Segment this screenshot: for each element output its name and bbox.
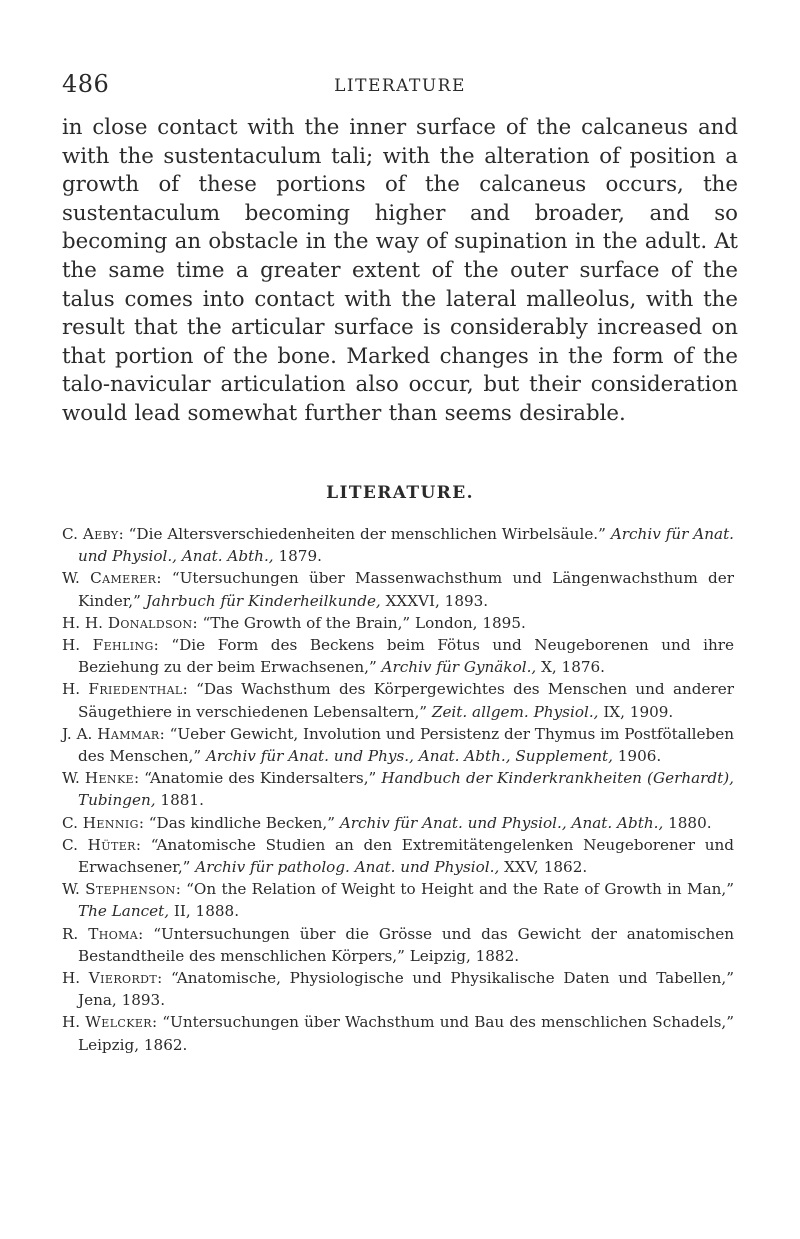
reference-author: Welcker (85, 1013, 152, 1032)
reference-author: Hüter (87, 835, 136, 854)
reference-initials: C. (62, 813, 78, 832)
reference-entry: R. Thoma: “Untersuchungen über die Grösse und das Gewicht der anatomischen Bestandtheile des menschlichen Körpers,” Leipzig, 1882. (62, 924, 735, 965)
reference-author: Thoma (88, 924, 139, 943)
reference-initials: J. A. (62, 724, 93, 743)
reference-details: Jena, 1893. (78, 991, 166, 1010)
reference-initials: C. (62, 525, 78, 543)
reference-author: Vierordt (88, 969, 158, 988)
reference-source: Archiv für Anat. und Physiol., Anat. Abth., (339, 813, 664, 832)
reference-entry: W. Henke: “Anatomie des Kindersalters,” Handbuch der Kinderkrankheiten (Gerhardt), Tubingen, 1881. (62, 769, 734, 810)
reference-initials: H. (62, 1013, 81, 1032)
reference-details: X, 1876. (541, 658, 606, 677)
reference-title: “Untersuchungen über die Grösse und das Gewicht der anatomischen Bestandtheile des menschlichen Körpers,” (78, 924, 735, 965)
reference-list (62, 523, 734, 1056)
reference-details: London, 1895. (415, 613, 526, 632)
section-title: LITERATURE. (326, 483, 474, 503)
reference-author: Henke (84, 769, 134, 788)
reference-initials: H. H. (62, 613, 103, 632)
page-header (62, 70, 738, 100)
reference-source: Zeit. allgem. Physiol., (431, 702, 599, 721)
reference-title: “Ueber Gewicht, Involution und Persistenz der Thymus im Postfötalleben des Menschen,” (78, 724, 735, 766)
reference-title: “On the Relation of Weight to Height and the Rate of Growth in Man,” (186, 880, 735, 899)
reference-title: “Die Altersverschiedenheiten der menschlichen Wirbelsäule.” (128, 525, 606, 543)
reference-details: 1879. (278, 547, 322, 566)
running-head: LITERATURE (334, 76, 466, 96)
reference-initials: H. (62, 636, 81, 655)
reference-entry: C. Hüter: “Anatomische Studien an den Extremitätengelenken Neugeborener und Erwachsener,” Archiv für patholog. Anat. und Physiol., XXV, 1862. (62, 835, 735, 877)
reference-initials: C. (62, 835, 78, 854)
reference-title: “The Growth of the Brain,” (202, 613, 411, 632)
reference-title: “Die Form des Beckens beim Fötus und Neugeborenen und ihre Beziehung zu der beim Erwachsenen,” (78, 636, 735, 677)
reference-title: “Anatomie des Kindersalters,” (144, 769, 377, 788)
reference-source: Handbuch der Kinderkrankheiten (Gerhardt), Tubingen, (78, 769, 734, 810)
reference-initials: R. (62, 924, 79, 943)
reference-details: IX, 1909. (603, 702, 674, 721)
reference-author: Aeby (82, 525, 119, 543)
reference-details: 1880. (668, 813, 712, 832)
reference-source: Archiv für Anat. und Physiol., Anat. Abth., (78, 525, 735, 566)
reference-source: Jahrbuch für Kinderheilkunde, (145, 591, 381, 610)
reference-entry: J. A. Hammar: “Ueber Gewicht, Involution und Persistenz der Thymus im Postfötalleben des Menschen,” Archiv für Anat. und Phys., Anat. Abth., Supplement, 1906. (62, 724, 735, 766)
reference-initials: H. (62, 680, 81, 699)
reference-author: Camerer (90, 569, 157, 588)
body-paragraph: in close contact with the inner surface of the calcaneus and with the sustentaculum tali; with the alteration of position a growth of these portions of the calcaneus occurs, the sustentaculum becoming higher and broader, and so becoming an obstacle in the way of supination in the adult. At the same time a greater extent of the outer surface of the talus comes into contact with the lateral malleolus, with the result that the articular surface is considerably increased on that portion of the bone. Marked changes in the form of the talo-navicular articulation also occur, but their consideration would lead somewhat further than seems desirable. (62, 115, 738, 426)
reference-title: “Anatomische, Physiologische und Physikalische Daten und Tabellen,” (170, 969, 734, 988)
reference-source: The Lancet, (78, 902, 170, 921)
reference-details: 1906. (617, 747, 662, 766)
reference-source: Archiv für Gynäkol., (381, 658, 537, 677)
reference-entry: W. Stephenson: “On the Relation of Weight to Height and the Rate of Growth in Man,” The Lancet, II, 1888. (62, 880, 735, 921)
reference-details: Leipzig, 1882. (409, 946, 520, 965)
reference-entry: H. Vierordt: “Anatomische, Physiologische und Physikalische Daten und Tabellen,” Jena, 1893. (62, 969, 734, 1010)
reference-details: 1881. (160, 791, 204, 810)
reference-initials: H. (62, 969, 81, 988)
reference-entry: H. Welcker: “Untersuchungen über Wachsthum und Bau des menschlichen Schadels,” Leipzig, 1862. (62, 1013, 734, 1054)
reference-entry: C. Aeby: “Die Altersverschiedenheiten der menschlichen Wirbelsäule.” Archiv für Anat. und Physiol., Anat. Abth., 1879. (62, 525, 735, 566)
reference-initials: W. (62, 769, 80, 788)
reference-initials: W. (62, 569, 80, 588)
page-number: 486 (62, 70, 110, 98)
reference-initials: W. (62, 880, 80, 899)
reference-entry: H. Friedenthal: “Das Wachsthum des Körpergewichtes des Menschen und anderer Säugethiere in verschiedenen Lebensaltern,” Zeit. allgem. Physiol., IX, 1909. (62, 680, 735, 721)
reference-source: Archiv für patholog. Anat. und Physiol., (195, 858, 500, 877)
reference-title: “Das kindliche Becken,” (148, 813, 335, 832)
reference-author: Stephenson (85, 880, 176, 899)
reference-author: Hammar (97, 724, 160, 743)
reference-author: Friedenthal (88, 680, 183, 699)
reference-author: Fehling (92, 636, 154, 655)
reference-entry: H. H. Donaldson: “The Growth of the Brain,” London, 1895. (62, 613, 526, 632)
reference-details: Leipzig, 1862. (78, 1035, 188, 1054)
reference-entry: H. Fehling: “Die Form des Beckens beim Fötus und Neugeborenen und ihre Beziehung zu der beim Erwachsenen,” Archiv für Gynäkol., X, 1876. (62, 636, 735, 677)
reference-details: XXV, 1862. (504, 858, 588, 877)
reference-title: “Anatomische Studien an den Extremitätengelenken Neugeborener und Erwachsener,” (78, 835, 735, 877)
reference-title: “Untersuchungen über Wachsthum und Bau des menschlichen Schadels,” (162, 1013, 734, 1032)
reference-details: II, 1888. (173, 902, 240, 921)
reference-title: “Utersuchungen über Massenwachsthum und Längenwachsthum der Kinder,” (78, 569, 735, 610)
reference-source: Archiv für Anat. und Phys., Anat. Abth., Supplement, (205, 747, 613, 766)
reference-author: Hennig (82, 813, 139, 832)
reference-entry: W. Camerer: “Utersuchungen über Massenwachsthum und Längenwachsthum der Kinder,” Jahrbuch für Kinderheilkunde, XXXVI, 1893. (62, 569, 735, 610)
reference-author: Donaldson (107, 613, 193, 632)
reference-entry: C. Hennig: “Das kindliche Becken,” Archiv für Anat. und Physiol., Anat. Abth., 1880. (62, 813, 712, 832)
reference-title: “Das Wachsthum des Körpergewichtes des Menschen und anderer Säugethiere in verschiedenen Lebensaltern,” (78, 680, 735, 721)
reference-details: XXXVI, 1893. (385, 591, 489, 610)
